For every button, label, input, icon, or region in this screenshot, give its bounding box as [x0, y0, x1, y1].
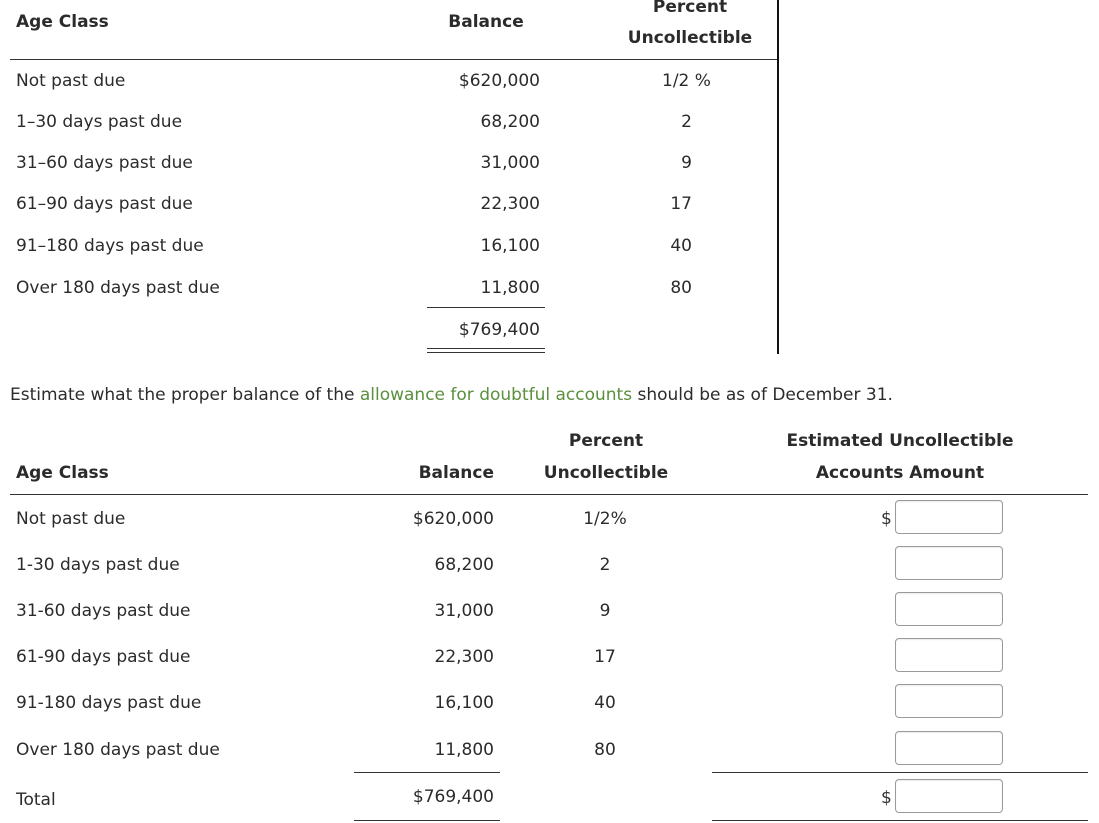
table1-row-percent: 17	[670, 194, 692, 214]
table1-row-balance: 68,200	[480, 112, 540, 132]
table2-balance-total-rule	[354, 772, 500, 773]
table1-row-age: Not past due	[16, 71, 126, 91]
table1-row-balance: $620,000	[458, 71, 540, 91]
currency-symbol: $	[881, 788, 892, 808]
instruction-after: should be as of December 31.	[632, 385, 893, 405]
amount-input-61-90-days[interactable]	[895, 638, 1003, 672]
table1-row-balance: 11,800	[480, 278, 540, 298]
table2-row-age: 31-60 days past due	[16, 601, 191, 621]
table2-header-estimated: Estimated Uncollectible	[786, 431, 1014, 451]
table1-row-balance: 31,000	[480, 153, 540, 173]
table2-amount-total-rule	[712, 772, 1088, 773]
table1-header-uncollectible: Uncollectible	[627, 28, 753, 48]
table2-row-balance: 22,300	[434, 647, 494, 667]
table2-row-balance: 68,200	[434, 555, 494, 575]
amount-input-not-past-due[interactable]	[895, 500, 1003, 534]
table2-header-rule	[10, 494, 1088, 495]
table2-row-age: 61-90 days past due	[16, 647, 191, 667]
table2-row-percent: 9	[599, 601, 611, 621]
table1-double-rule-top	[427, 348, 545, 349]
glossary-link[interactable]: allowance for doubtful accounts	[359, 385, 633, 405]
table1-total-rule	[427, 307, 545, 308]
table1-row-percent: 9	[681, 153, 692, 173]
table1-row-age: 31–60 days past due	[16, 153, 193, 173]
table1-row-balance: 22,300	[480, 194, 540, 214]
table2-row-age: Over 180 days past due	[16, 740, 220, 760]
table1-double-rule-bottom	[427, 352, 545, 353]
table1-row-percent: 80	[670, 278, 692, 298]
amount-input-1-30-days[interactable]	[895, 546, 1003, 580]
table2-row-balance: 16,100	[434, 693, 494, 713]
table1-row-age: 1–30 days past due	[16, 112, 183, 132]
instruction-before: Estimate what the proper balance of the	[10, 385, 360, 405]
amount-input-total[interactable]	[895, 779, 1003, 813]
table2-row-percent: 17	[594, 647, 616, 667]
amount-input-over-180-days[interactable]	[895, 731, 1003, 765]
table2-row-percent: 80	[594, 740, 616, 760]
table2-balance-bottom-rule	[354, 820, 500, 821]
table1-row-age: 61–90 days past due	[16, 194, 193, 214]
table1-total-balance: $769,400	[458, 320, 540, 340]
table2-header-balance: Balance	[418, 463, 494, 483]
table1-row-balance: 16,100	[480, 236, 540, 256]
table2-total-balance: $769,400	[412, 787, 494, 807]
table2-header-uncollectible: Uncollectible	[543, 463, 669, 483]
amount-input-31-60-days[interactable]	[895, 592, 1003, 626]
table2-header-percent: Percent	[568, 431, 644, 451]
table2-row-percent: 40	[594, 693, 616, 713]
table1-row-age: Over 180 days past due	[16, 278, 220, 298]
table2-header-accounts-amount: Accounts Amount	[815, 463, 985, 483]
table2-row-balance: 31,000	[434, 601, 494, 621]
table1-row-percent: 2	[681, 112, 692, 132]
amount-input-91-180-days[interactable]	[895, 684, 1003, 718]
table2-total-label: Total	[16, 790, 56, 810]
table1-row-percent: 40	[670, 236, 692, 256]
table1-header-rule	[10, 59, 778, 60]
table2-row-percent: 2	[599, 555, 611, 575]
table1-row-age: 91–180 days past due	[16, 236, 204, 256]
table1-header-balance: Balance	[448, 12, 524, 32]
table2-row-age: 91-180 days past due	[16, 693, 202, 713]
table2-row-age: Not past due	[16, 509, 126, 529]
table2-row-balance: $620,000	[412, 509, 494, 529]
table2-row-balance: 11,800	[434, 740, 494, 760]
table1-row-percent: 1/2 %	[662, 71, 711, 91]
table2-header-age-class: Age Class	[16, 463, 109, 483]
table2-row-percent: 1/2%	[583, 509, 627, 529]
instruction-text	[10, 385, 893, 405]
currency-symbol: $	[881, 509, 892, 529]
table1-header-percent: Percent	[652, 0, 728, 17]
table1-vertical-rule	[777, 0, 779, 354]
table2-amount-bottom-rule	[712, 820, 1088, 821]
table1-header-age-class: Age Class	[16, 12, 109, 32]
table2-row-age: 1-30 days past due	[16, 555, 180, 575]
